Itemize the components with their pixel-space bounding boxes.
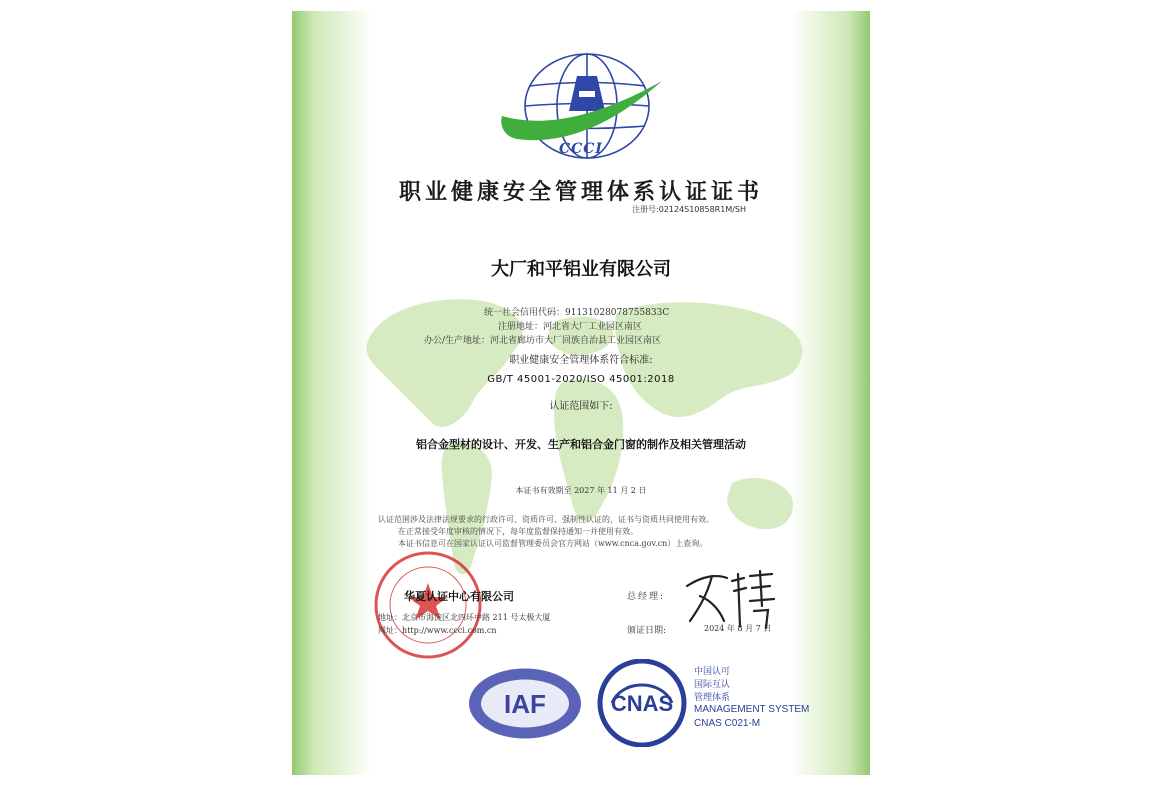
cnas-line: 中国认可	[694, 667, 731, 677]
certificate-title: 职业健康安全管理体系认证证书	[398, 179, 763, 205]
note-line: 认证范围涉及法律法规要求的行政许可、资质许可、强制性认证的，证书与资质共同使用有效。	[378, 515, 714, 524]
cnas-logo	[592, 659, 692, 747]
registration-number: 注册号:02124S10858R1M/SH	[632, 205, 747, 214]
standard-label: 职业健康安全管理体系符合标准:	[509, 355, 653, 366]
iaf-logo	[467, 666, 583, 741]
issue-date-label: 颁证日期:	[627, 626, 667, 636]
general-manager-label: 总经理:	[627, 592, 666, 602]
scope-label: 认证范围如下:	[549, 401, 613, 412]
svg-text:CNAS: CNAS	[610, 691, 674, 716]
certification-scope: 铝合金型材的设计、开发、生产和铝合金门窗的制作及相关管理活动	[416, 438, 746, 451]
red-seal-stamp	[372, 549, 484, 661]
issue-date: 2024 年 8 月 7 日	[704, 624, 772, 633]
cnas-line: CNAS C021-M	[694, 718, 761, 729]
cnas-line: 国际互认	[694, 680, 731, 690]
registered-address: 注册地址：河北省大厂工业园区南区	[498, 322, 643, 332]
note-line: 本证书信息可在国家认证认可监督管理委员会官方网站（www.cnca.gov.cn）上查询。	[398, 539, 708, 548]
office-address: 办公/生产地址：河北省廊坊市大厂回族自治县工业园区南区	[424, 336, 662, 346]
svg-text:IAF: IAF	[504, 689, 546, 719]
validity-date: 本证书有效期至 2027 年 11 月 2 日	[515, 486, 647, 495]
logo-text: CCCI	[559, 141, 603, 157]
issuer-address: 地址：北京市海淀区北四环中路 211 号太极大厦	[378, 613, 551, 622]
standard-value: GB/T 45001-2020/ISO 45001:2018	[487, 374, 675, 385]
issuer-website: 网址：http://www.ccci.com.cn	[378, 626, 497, 635]
credit-code: 统一社会信用代码：91131028078755833C	[484, 308, 670, 318]
note-line: 在正常接受年度审核的情况下，每年度监督保持通知一并使用有效。	[398, 527, 638, 536]
issuer-name: 华夏认证中心有限公司	[404, 590, 514, 603]
company-name: 大厂和平铝业有限公司	[491, 259, 671, 280]
cnas-line: MANAGEMENT SYSTEM	[694, 704, 810, 715]
certificate	[292, 11, 870, 775]
cnas-line: 管理体系	[694, 693, 731, 703]
